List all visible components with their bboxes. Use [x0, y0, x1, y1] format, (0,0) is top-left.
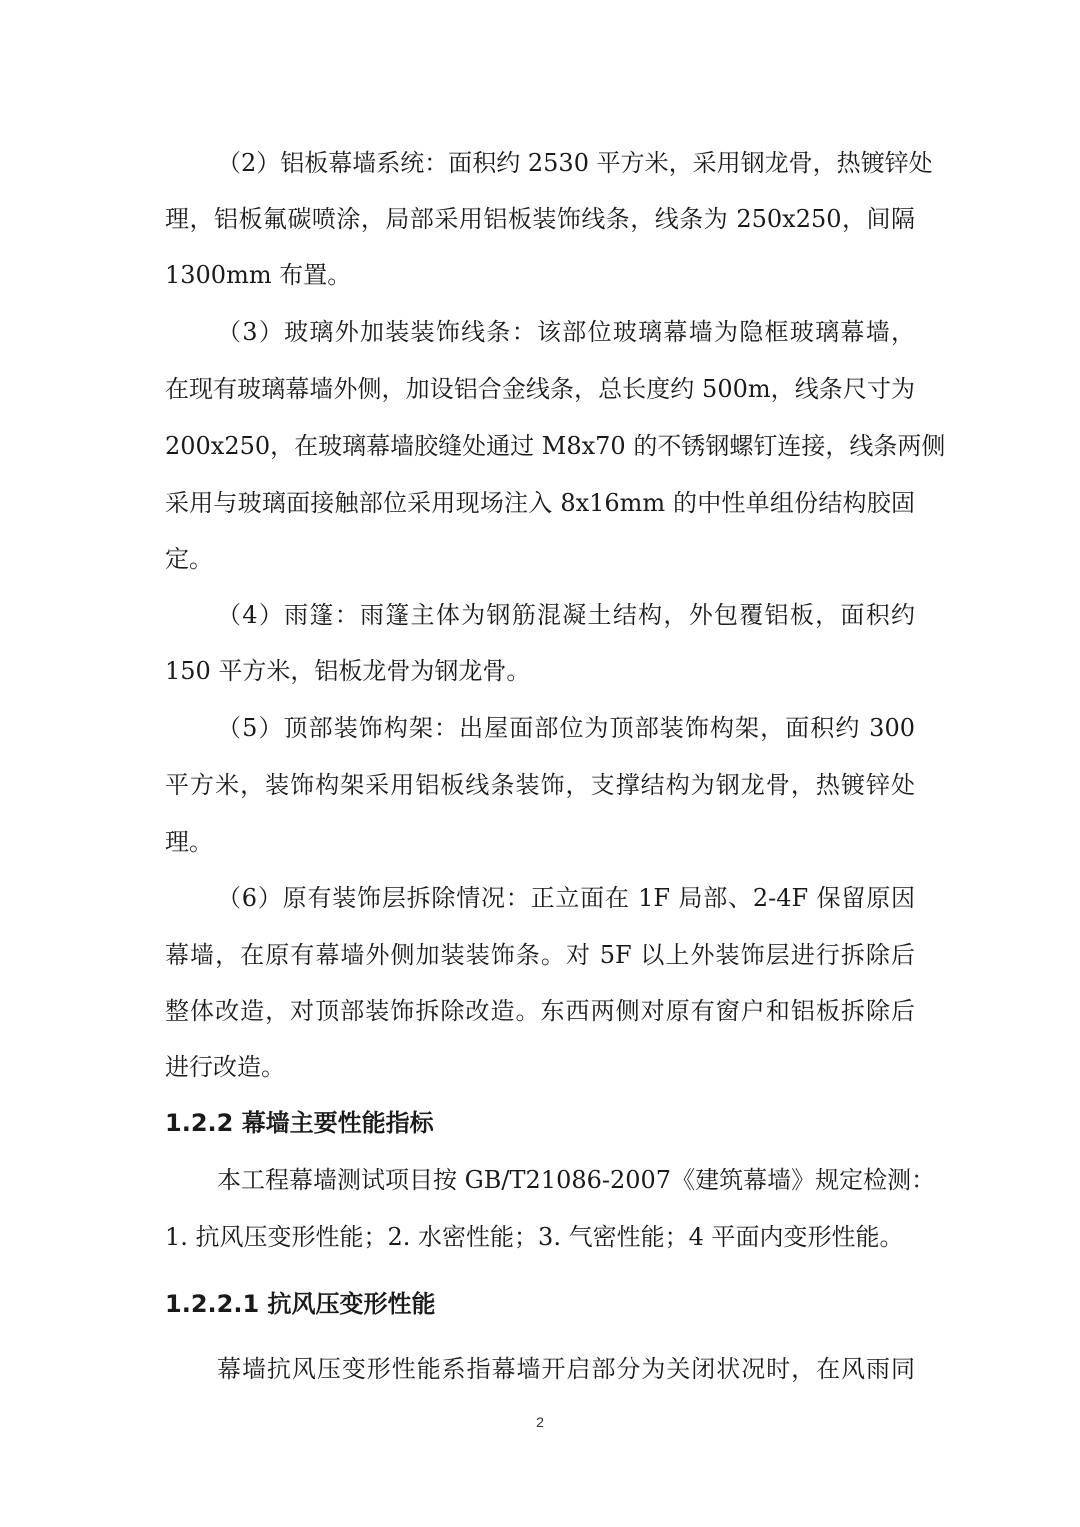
paragraph-line: （6）原有装饰层拆除情况：正立面在 1F 局部、2-4F 保留原因: [217, 884, 915, 912]
section-heading: 1.2.2 幕墙主要性能指标: [165, 1109, 434, 1137]
paragraph-line: 理，铝板氟碳喷涂，局部采用铝板装饰线条，线条为 250x250，间隔: [165, 205, 915, 233]
paragraph-line: 采用与玻璃面接触部位采用现场注入 8x16mm 的中性单组份结构胶固: [165, 489, 915, 517]
paragraph-line: （2）铝板幕墙系统：面积约 2530 平方米，采用钢龙骨，热镀锌处: [217, 149, 933, 177]
paragraph-line: 理。: [165, 828, 213, 856]
paragraph-line: 幕墙抗风压变形性能系指幕墙开启部分为关闭状况时，在风雨同: [217, 1355, 915, 1383]
paragraph-line: 150 平方米，铝板龙骨为钢龙骨。: [165, 657, 531, 685]
paragraph-line: 在现有玻璃幕墙外侧，加设铝合金线条，总长度约 500m，线条尺寸为: [165, 375, 915, 403]
paragraph-line: （3）玻璃外加装装饰线条：该部位玻璃幕墙为隐框玻璃幕墙，: [217, 318, 915, 346]
paragraph-line: 幕墙，在原有幕墙外侧加装装饰条。对 5F 以上外装饰层进行拆除后: [165, 941, 915, 969]
paragraph-line: 平方米，装饰构架采用铝板线条装饰，支撑结构为钢龙骨，热镀锌处: [165, 771, 915, 799]
paragraph-line: 进行改造。: [165, 1053, 285, 1081]
paragraph-line: （4）雨篷：雨篷主体为钢筋混凝土结构，外包覆铝板，面积约: [217, 601, 915, 629]
paragraph-line: 1300mm 布置。: [165, 261, 352, 289]
page-number: 2: [536, 1414, 544, 1430]
paragraph-line: 1. 抗风压变形性能；2. 水密性能；3. 气密性能；4 平面内变形性能。: [165, 1223, 904, 1251]
paragraph-line: 定。: [165, 545, 213, 573]
paragraph-line: （5）顶部装饰构架：出屋面部位为顶部装饰构架，面积约 300: [217, 714, 915, 742]
paragraph-line: 本工程幕墙测试项目按 GB/T21086-2007《建筑幕墙》规定检测：: [217, 1166, 936, 1194]
paragraph-line: 200x250，在玻璃幕墙胶缝处通过 M8x70 的不锈钢螺钉连接，线条两侧: [165, 432, 946, 460]
subsection-heading: 1.2.2.1 抗风压变形性能: [165, 1290, 436, 1318]
paragraph-line: 整体改造，对顶部装饰拆除改造。东西两侧对原有窗户和铝板拆除后: [165, 997, 915, 1025]
